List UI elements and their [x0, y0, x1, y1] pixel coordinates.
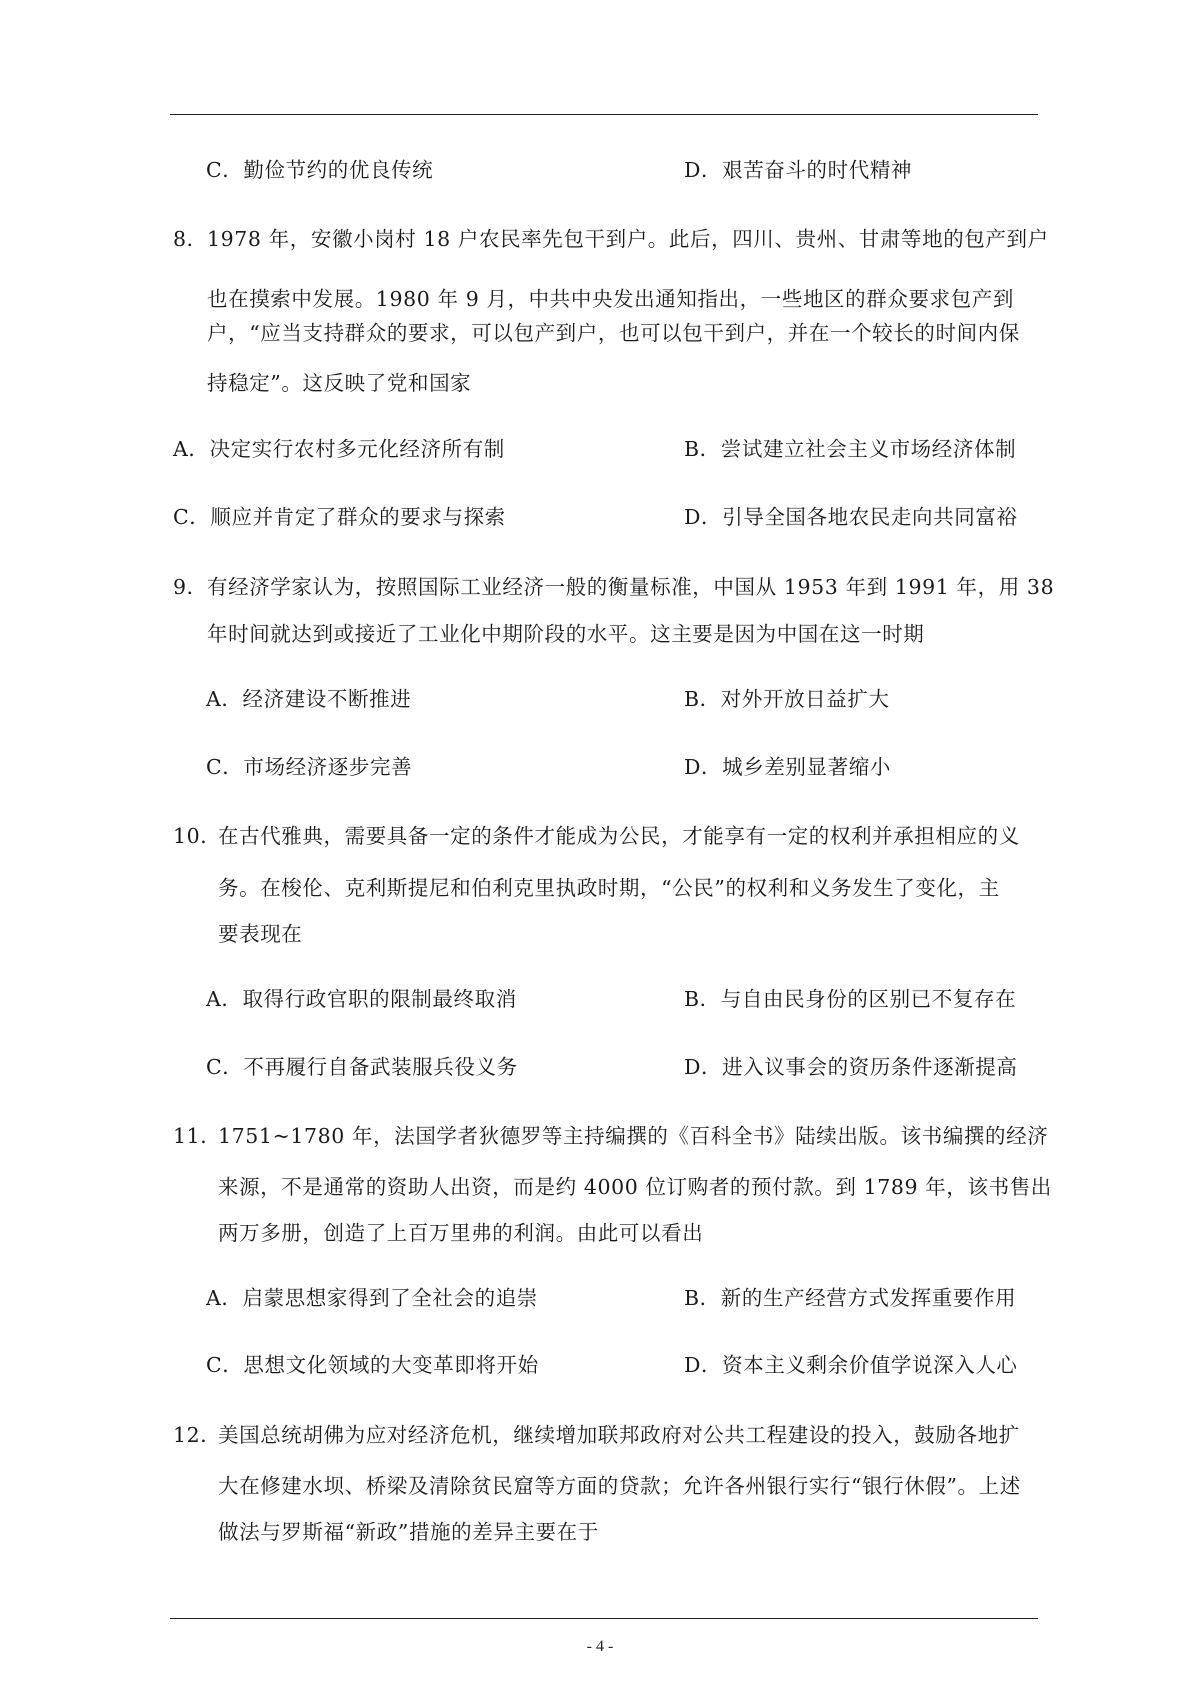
question-12-line-1: 美国总统胡佛为应对经济危机，继续增加联邦政府对公共工程建设的投入，鼓励各地扩: [218, 1423, 1020, 1447]
question-12-line-2: 大在修建水坝、桥梁及清除贫民窟等方面的贷款；允许各州银行实行“银行休假”。上述: [218, 1474, 1021, 1498]
question-9-line-1: 有经济学家认为，按照国际工业经济一般的衡量标准，中国从 1953 年到 1991 年，用 38: [207, 575, 1055, 599]
question-9-option-c: C．市场经济逐步完善: [206, 755, 413, 779]
question-8-option-b: B．尝试建立社会主义市场经济体制: [684, 437, 1017, 461]
question-8-line-4: 持稳定”。这反映了党和国家: [207, 371, 472, 395]
question-9-option-d: D．城乡差别显著缩小: [684, 755, 891, 779]
question-8-line-2: 也在摸索中发展。1980 年 9 月，中共中央发出通知指出，一些地区的群众要求包产到: [207, 287, 1014, 311]
question-8-option-c: C．顺应并肯定了群众的要求与探索: [173, 505, 506, 529]
question-10-option-a: A．取得行政官职的限制最终取消: [206, 987, 517, 1011]
question-10-option-b: B．与自由民身份的区别已不复存在: [684, 987, 1017, 1011]
q7-option-d: D．艰苦奋斗的时代精神: [684, 158, 913, 182]
question-11-option-a: A．启蒙思想家得到了全社会的追崇: [206, 1286, 538, 1310]
question-9-option-b: B．对外开放日益扩大: [684, 687, 890, 711]
header-rule: [170, 114, 1038, 115]
question-11-line-3: 两万多册，创造了上百万里弗的利润。由此可以看出: [218, 1221, 704, 1245]
question-11-option-b: B．新的生产经营方式发挥重要作用: [684, 1286, 1017, 1310]
page-number: - 4 -: [586, 1638, 614, 1655]
question-11-option-c: C．思想文化领域的大变革即将开始: [206, 1353, 539, 1377]
question-11-option-d: D．资本主义剩余价值学说深入人心: [684, 1353, 1018, 1377]
question-10-option-d: D．进入议事会的资历条件逐渐提高: [684, 1055, 1018, 1079]
question-11-line-2: 来源，不是通常的资助人出资，而是约 4000 位订购者的预付款。到 1789 年，该书售出: [218, 1175, 1052, 1199]
question-11-line-1: 1751~1780 年，法国学者狄德罗等主持编撰的《百科全书》陆续出版。该书编撰的经济: [218, 1124, 1049, 1148]
question-10-line-2: 务。在梭伦、克利斯提尼和伯利克里执政时期，“公民”的权利和义务发生了变化，主: [218, 876, 1000, 900]
question-9-number: 9．: [173, 575, 208, 599]
question-9-option-a: A．经济建设不断推进: [206, 687, 412, 711]
question-11-number: 11．: [173, 1124, 222, 1148]
question-10-option-c: C．不再履行自备武装服兵役义务: [206, 1055, 518, 1079]
question-10-line-3: 要表现在: [218, 922, 303, 946]
question-12-line-3: 做法与罗斯福“新政”措施的差异主要在于: [218, 1520, 599, 1544]
footer-rule: [170, 1618, 1038, 1619]
question-12-number: 12．: [173, 1423, 222, 1447]
question-8-line-1: 1978 年，安徽小岗村 18 户农民率先包干到户。此后，四川、贵州、甘肃等地的包产到户: [207, 227, 1049, 251]
question-9-line-2: 年时间就达到或接近了工业化中期阶段的水平。这主要是因为中国在这一时期: [207, 622, 925, 646]
q7-option-c: C．勤俭节约的优良传统: [206, 158, 434, 182]
question-10-line-1: 在古代雅典，需要具备一定的条件才能成为公民，才能享有一定的权利并承担相应的义: [218, 824, 1020, 848]
question-8-option-d: D．引导全国各地农民走向共同富裕: [684, 505, 1018, 529]
question-8-option-a: A．决定实行农村多元化经济所有制: [173, 437, 505, 461]
question-8-line-3: 户，“应当支持群众的要求，可以包产到户，也可以包干到户，并在一个较长的时间内保: [207, 321, 1020, 345]
question-10-number: 10．: [173, 824, 222, 848]
question-8-number: 8．: [173, 227, 208, 251]
